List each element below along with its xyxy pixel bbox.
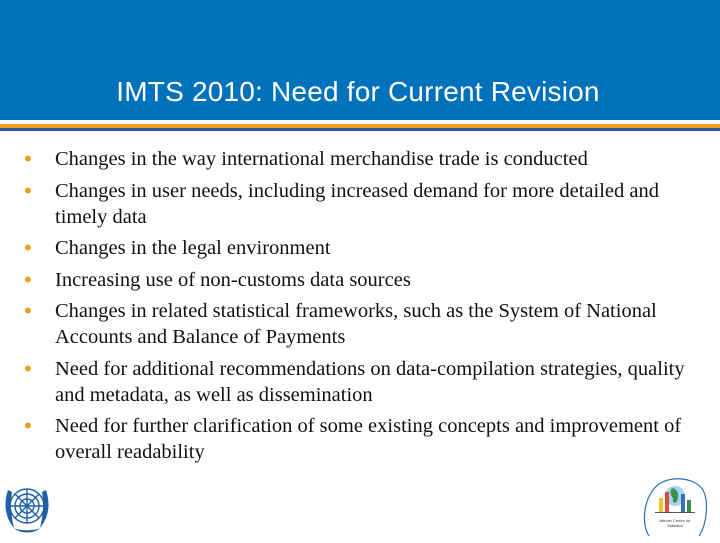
bullet-icon: •	[24, 355, 32, 381]
bullet-item: • Changes in the way international merchandise trade is conducted	[24, 146, 588, 171]
bullet-icon: •	[24, 146, 32, 171]
bullet-item: • Need for further clarification of some existing concepts and improvement of overall readability	[24, 413, 682, 463]
bullet-list	[24, 146, 694, 471]
afcs-logo-text: African Centre for Statistics	[659, 518, 691, 528]
bullet-icon: •	[24, 413, 32, 438]
bullet-item: • Increasing use of non-customs data sources	[24, 266, 411, 292]
title-bar	[0, 0, 720, 120]
slide-title: IMTS 2010: Need for Current Revision	[116, 76, 600, 107]
divider-rule	[0, 128, 720, 131]
bullet-item: • Changes in user needs, including increased demand for more detailed and timely data	[24, 177, 659, 228]
bullet-icon: •	[24, 266, 32, 292]
african-centre-for-statistics-logo	[639, 474, 711, 538]
bullet-item: • Need for additional recommendations on data-compilation strategies, quality and metadata, as well as dissemination	[24, 355, 685, 406]
bullet-icon: •	[24, 298, 32, 323]
bullet-icon: •	[24, 177, 32, 203]
bullet-item: • Changes in the legal environment	[24, 235, 331, 260]
bullet-icon: •	[24, 235, 32, 260]
bullet-item: • Changes in related statistical frameworks, such as the System of National Accounts and Balance of Payments	[24, 298, 657, 348]
un-emblem-icon	[2, 478, 52, 538]
